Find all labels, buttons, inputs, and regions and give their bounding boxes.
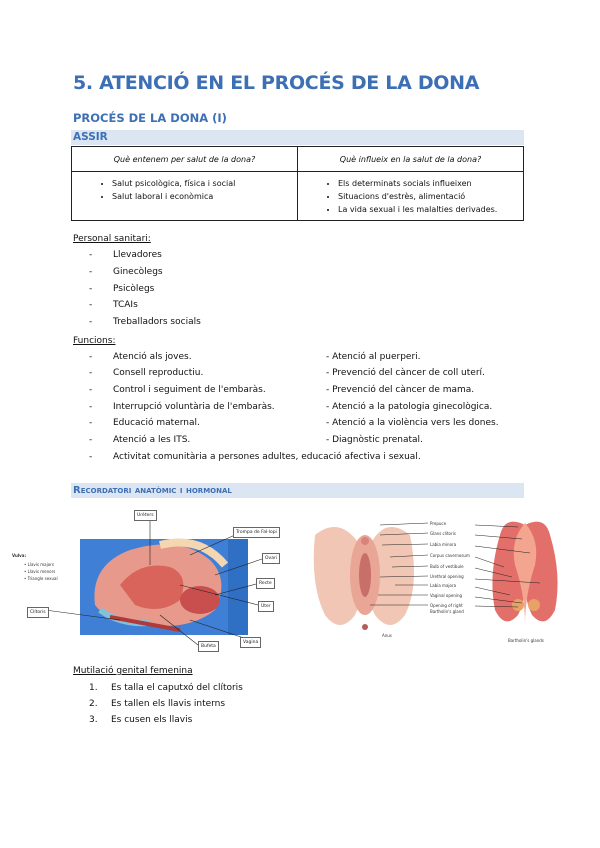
anatomy-vulva-figure <box>300 505 590 655</box>
table-header-influeix: Què influeix en la salut de la dona? <box>298 147 524 172</box>
list-item: 1. Es talla el caputxó del clítoris <box>89 683 243 693</box>
list-item: - TCAIs <box>89 300 138 310</box>
table-cell-influeix <box>298 172 524 221</box>
list-item: - Atenció al puerperi. <box>326 352 421 362</box>
legend-item: • Llavis majors <box>24 562 54 567</box>
page-title: 5. ATENCIÓ EN EL PROCÉS DE LA DONA <box>73 72 480 94</box>
label-glans-clitoris: Glans clitoris <box>430 531 456 536</box>
mutilacio-label: Mutilació genital femenina <box>73 666 193 676</box>
label-uterus: Úter <box>258 601 274 612</box>
legend-item: • Llavis menors <box>24 569 56 574</box>
list-item: - Consell reproductiu. <box>89 368 204 378</box>
label-opening-right: Opening of right <box>430 603 463 608</box>
label-ureters: Urèters <box>134 510 157 521</box>
list-item: - Prevenció del càncer de mama. <box>326 385 475 395</box>
list-item: - Educació maternal. <box>89 418 200 428</box>
recordatori-heading-bar: Recordatori anatòmic i hormonal <box>71 483 524 498</box>
label-bladder: Bufeta <box>198 641 219 652</box>
label-fallopian-tube: Trompa de Fal·lopi <box>233 527 280 538</box>
funcions-label: Funcions: <box>73 336 116 346</box>
list-item: - Control i seguiment de l'embaràs. <box>89 385 266 395</box>
table-cell-salut <box>72 172 298 221</box>
label-labia-minora: Labia minora <box>430 542 457 547</box>
vulva-legend-title: Vulva: <box>12 553 27 558</box>
vulva-illustration <box>300 505 590 655</box>
list-item: - Atenció a la violència vers les dones. <box>326 418 499 428</box>
list-item: • Situacions d'estrès, alimentació <box>338 190 523 203</box>
list-item: - Atenció a les ITS. <box>89 435 191 445</box>
label-labia-majora: Labia majora <box>430 583 457 588</box>
list-item: - Llevadores <box>89 250 162 260</box>
label-bartholins-glands: Bartholin's glands <box>508 638 544 643</box>
list-item: - Prevenció del càncer de coll uterí. <box>326 368 485 378</box>
list-item: - Psicòlegs <box>89 284 155 294</box>
label-corpus-cavernosum: Corpus cavernosum <box>430 553 470 558</box>
label-prepuce: Prepuce <box>430 521 447 526</box>
anatomy-sagittal-figure <box>0 505 300 655</box>
section-subtitle: PROCÉS DE LA DONA (I) <box>73 111 227 125</box>
list-item: - Treballadors socials <box>89 317 201 327</box>
list-item: - Ginecòlegs <box>89 267 163 277</box>
label-rectum: Recte <box>256 578 275 589</box>
list-item: 2. Es tallen els llavis interns <box>89 699 226 709</box>
personal-label: Personal sanitari: <box>73 234 151 244</box>
label-bulb-vestibule: Bulb of vestibule <box>430 564 464 569</box>
label-anus: Anus <box>382 633 392 638</box>
list-item: • Salut psicològica, física i social <box>112 177 297 190</box>
list-item: - Diagnòstic prenatal. <box>326 435 423 445</box>
list-item: 3. Es cusen els llavis <box>89 715 193 725</box>
label-bartholin-gland: Bartholin's gland <box>430 609 464 614</box>
list-item: - Atenció a la patologia ginecològica. <box>326 402 493 412</box>
list-item: • Els determinats socials influeixen <box>338 177 523 190</box>
list-item: • La vida sexual i les malalties derivades. <box>338 203 523 216</box>
list-item: • Salut laboral i econòmica <box>112 190 297 203</box>
label-urethral-opening: Urethral opening <box>430 574 464 579</box>
list-item: - Atenció als joves. <box>89 352 192 362</box>
table-header-salut: Què entenem per salut de la dona? <box>72 147 298 172</box>
label-clitoris: Clítoris <box>27 607 49 618</box>
label-vaginal-opening: Vaginal opening <box>430 593 463 598</box>
legend-item: • Triangle sexual <box>24 576 58 581</box>
list-item: - Interrupció voluntària de l'embaràs. <box>89 402 275 412</box>
assir-heading-bar: ASSIR <box>71 130 524 145</box>
list-item: - Activitat comunitària a persones adultes, educació afectiva i sexual. <box>89 452 421 462</box>
label-vagina: Vagina <box>240 637 261 648</box>
label-ovary: Ovari <box>262 553 280 564</box>
assir-table <box>71 146 524 221</box>
